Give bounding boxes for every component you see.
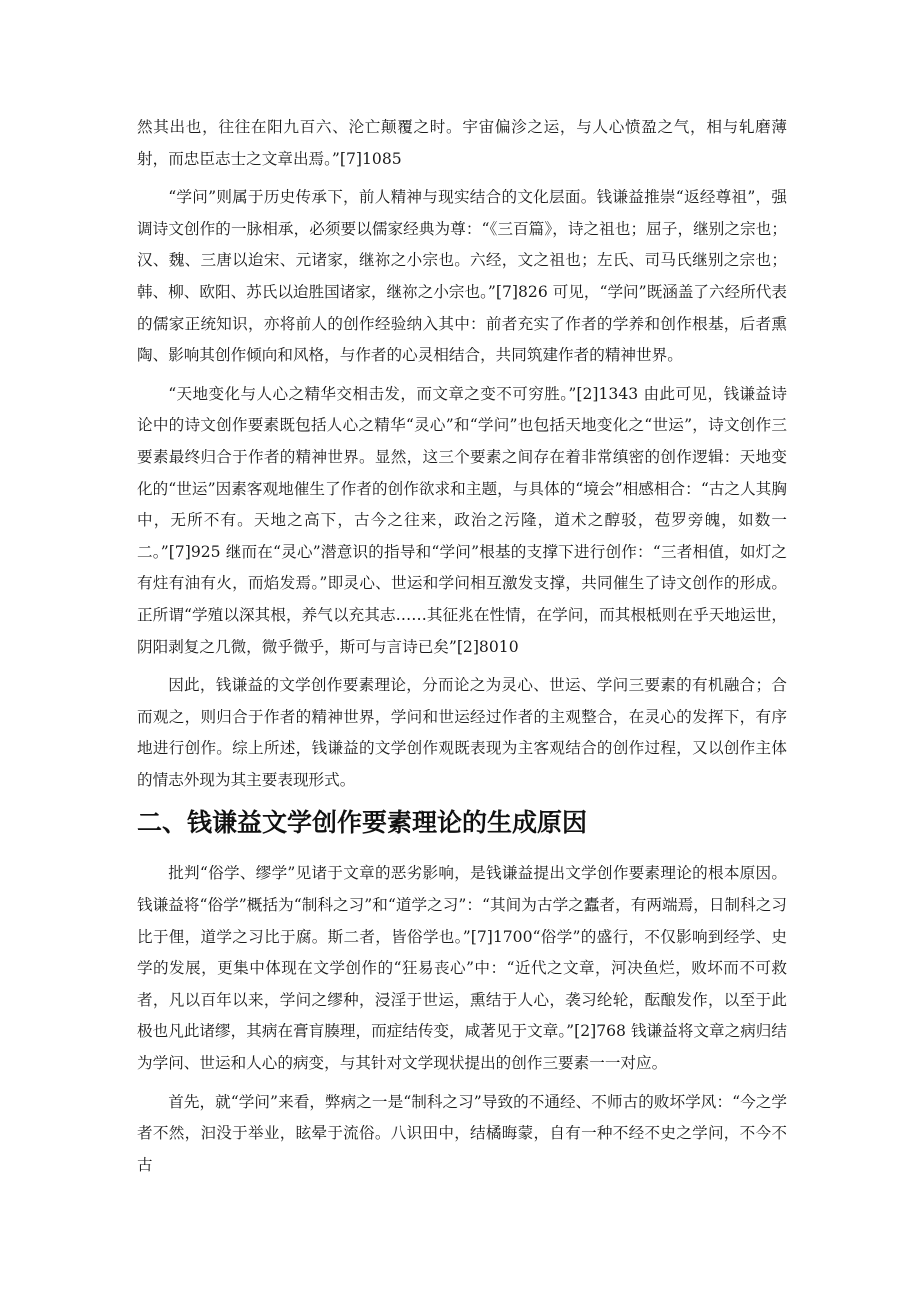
document-page bbox=[137, 112, 787, 1188]
paragraph-xuewen: “学问”则属于历史传承下，前人精神与现实结合的文化层面。钱谦益推崇“返经尊祖”，强调诗文创作的一脉相承，必须要以儒家经典为尊：“《三百篇》，诗之祖也；屈子，继别之宗也；汉、魏、三唐以迨宋、元诸家，继祢之小宗也。六经，文之祖也；左氏、司马氏继别之宗也；韩、柳、欧阳、苏氏以迨胜国诸家，继祢之小宗也。”[7]826 可见，“学问”既涵盖了六经所代表的儒家正统知识，亦将前人的创作经验纳入其中：前者充实了作者的学养和创作根基，后者熏陶、影响其创作倾向和风格，与作者的心灵相结合，共同筑建作者的精神世界。 bbox=[137, 188, 787, 365]
paragraph-tiandi: “天地变化与人心之精华交相击发，而文章之变不可穷胜。”[2]1343 由此可见，钱谦益诗论中的诗文创作要素既包括人心之精华“灵心”和“学问”也包括天地变化之“世运”，诗文创作三要素最终归合于作者的精神世界。显然，这三个要素之间存在着非常缜密的创作逻辑：天地变化的“世运”因素客观地催生了作者的创作欲求和主题，与具体的“境会”相感相合：“古之人其胸中，无所不有。天地之高下，古今之往来，政治之污隆，道术之醇驳，苞罗旁魄，如数一二。”[7]925 继而在“灵心”潜意识的指导和“学问”根基的支撑下进行创作：“三者相值，如灯之有炷有油有火，而焰发焉。”即灵心、世运和学问相互激发支撑，共同催生了诗文创作的形成。正所谓“学殖以深其根，养气以充其志……其征兆在性情，在学问，而其根柢则在乎天地运世，阴阳剥复之几微，微乎微乎，斯可与言诗已矣”[2]8010 bbox=[137, 384, 787, 656]
paragraph-conclusion: 因此，钱谦益的文学创作要素理论，分而论之为灵心、世运、学问三要素的有机融合；合而观之，则归合于作者的精神世界，学问和世运经过作者的主观整合，在灵心的发挥下，有序地进行创作。综上所述，钱谦益的文学创作观既表现为主客观结合的创作过程，又以创作主体的情志外现为其主要表现形式。 bbox=[137, 676, 787, 789]
paragraph-continuation: 然其出也，往往在阳九百六、沦亡颠覆之时。宇宙偏沴之运，与人心愤盈之气，相与轧磨薄射，而忠臣志士之文章出焉。”[7]1085 bbox=[137, 118, 787, 168]
paragraph-pipan: 批判“俗学、缪学”见诸于文章的恶劣影响，是钱谦益提出文学创作要素理论的根本原因。钱谦益将“俗学”概括为“制科之习”和“道学之习”：“其间为古学之蠹者，有两端焉，日制科之习比于俚，道学之习比于腐。斯二者，皆俗学也。”[7]1700“俗学”的盛行，不仅影响到经学、史学的发展，更集中体现在文学创作的“狂易丧心”中：“近代之文章，河决鱼烂，败坏而不可救者，凡以百年以来，学问之缪种，浸淫于世运，熏结于人心，袭习纶轮，酝酿发作，以至于此极也凡此诸缪，其病在膏肓腠理，而症结传变，咸著见于文章。”[2]768 钱谦益将文章之病归结为学问、世运和人心的病变，与其针对文学现状提出的创作三要素一一对应。 bbox=[137, 864, 787, 1073]
section-heading: 二、钱谦益文学创作要素理论的生成原因 bbox=[137, 808, 588, 838]
paragraph-shouxian: 首先，就“学问”来看，弊病之一是“制科之习”导致的不通经、不师古的败坏学风：“今之学者不然，汩没于举业，眩晕于流俗。八识田中，结橘晦蒙，自有一种不经不史之学问，不今不古 bbox=[137, 1092, 787, 1174]
